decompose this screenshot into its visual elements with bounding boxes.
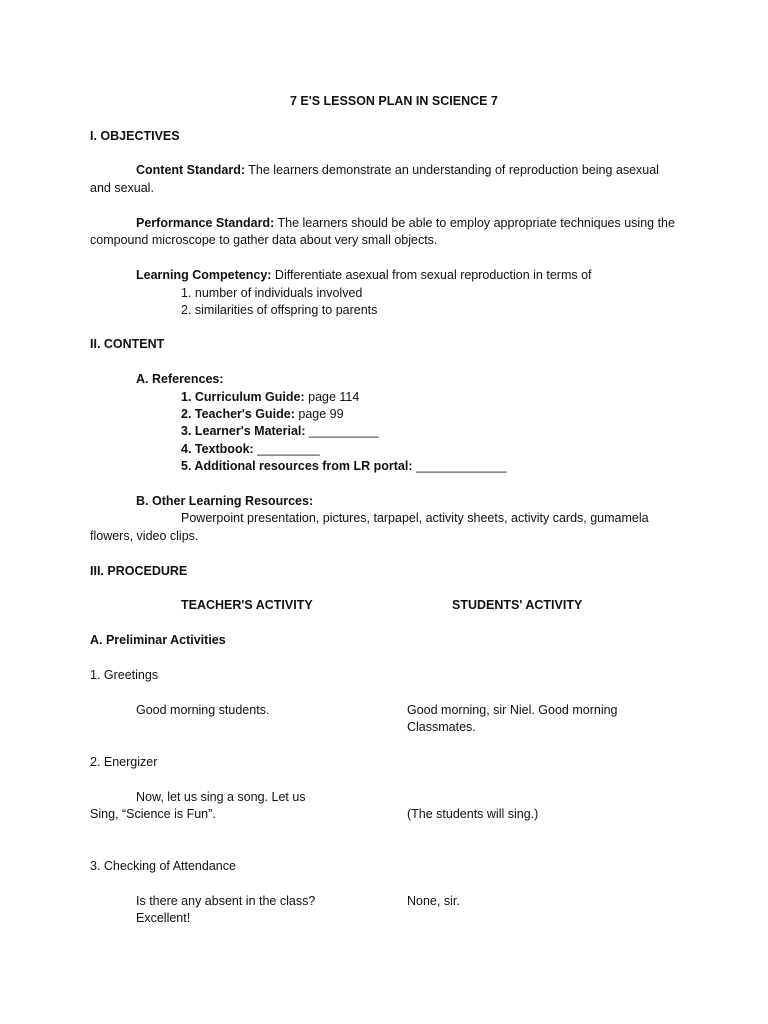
reference-item-label: 4. Textbook: bbox=[181, 442, 254, 456]
reference-item-value: _____________ bbox=[412, 459, 507, 473]
content-standard-line1 bbox=[136, 162, 659, 179]
energizer-teacher-line2: Sing, “Science is Fun”. bbox=[90, 807, 216, 821]
energizer-student: (The students will sing.) bbox=[407, 807, 539, 821]
competency-item: 2. similarities of offspring to parents bbox=[181, 303, 378, 317]
reference-item bbox=[181, 458, 506, 475]
references-label: A. References: bbox=[136, 372, 224, 386]
greetings-label: 1. Greetings bbox=[90, 668, 159, 682]
reference-item-label: 1. Curriculum Guide: bbox=[181, 390, 305, 404]
performance-standard-line2: compound microscope to gather data about very small objects. bbox=[90, 233, 438, 247]
content-standard-label: Content Standard: bbox=[136, 163, 246, 177]
other-resources-label: B. Other Learning Resources: bbox=[136, 494, 314, 508]
learning-competency-text: Differentiate asexual from sexual reproduction in terms of bbox=[271, 268, 592, 282]
learning-competency-label: Learning Competency: bbox=[136, 268, 272, 282]
attendance-teacher-line1: Is there any absent in the class? bbox=[136, 894, 316, 908]
preliminary-activities-heading: A. Preliminar Activities bbox=[90, 633, 226, 647]
attendance-student: None, sir. bbox=[407, 894, 460, 908]
reference-item bbox=[181, 406, 344, 423]
performance-standard-label: Performance Standard: bbox=[136, 216, 275, 230]
reference-item bbox=[181, 441, 320, 458]
teacher-activity-header: TEACHER'S ACTIVITY bbox=[181, 598, 313, 612]
reference-item-label: 5. Additional resources from LR portal: bbox=[181, 459, 413, 473]
reference-item bbox=[181, 423, 379, 440]
greetings-student-line2: Classmates. bbox=[407, 720, 476, 734]
attendance-teacher-line2: Excellent! bbox=[136, 911, 191, 925]
learning-competency-line bbox=[136, 267, 592, 284]
reference-item-value: _________ bbox=[253, 442, 320, 456]
greetings-student-line1: Good morning, sir Niel. Good morning bbox=[407, 703, 618, 717]
reference-item-value: page 114 bbox=[304, 390, 360, 404]
content-standard-line2: and sexual. bbox=[90, 181, 154, 195]
objectives-heading: I. OBJECTIVES bbox=[90, 129, 180, 143]
students-activity-header: STUDENTS' ACTIVITY bbox=[452, 598, 583, 612]
reference-item-label: 2. Teacher's Guide: bbox=[181, 407, 295, 421]
energizer-label: 2. Energizer bbox=[90, 755, 158, 769]
content-heading: II. CONTENT bbox=[90, 337, 165, 351]
reference-item bbox=[181, 389, 359, 406]
competency-item: 1. number of individuals involved bbox=[181, 286, 363, 300]
document-title: 7 E'S LESSON PLAN IN SCIENCE 7 bbox=[290, 94, 498, 108]
other-resources-line1: Powerpoint presentation, pictures, tarpapel, activity sheets, activity cards, gumamela bbox=[181, 511, 649, 525]
performance-standard-line1 bbox=[136, 215, 675, 232]
reference-item-label: 3. Learner's Material: bbox=[181, 424, 306, 438]
performance-standard-text: The learners should be able to employ appropriate techniques using the bbox=[274, 216, 675, 230]
energizer-teacher-line1: Now, let us sing a song. Let us bbox=[136, 790, 306, 804]
procedure-heading: III. PROCEDURE bbox=[90, 564, 188, 578]
other-resources-line2: flowers, video clips. bbox=[90, 529, 199, 543]
content-standard-text: The learners demonstrate an understanding of reproduction being asexual bbox=[245, 163, 659, 177]
reference-item-value: page 99 bbox=[294, 407, 344, 421]
greetings-teacher: Good morning students. bbox=[136, 703, 270, 717]
attendance-label: 3. Checking of Attendance bbox=[90, 859, 236, 873]
reference-item-value: __________ bbox=[305, 424, 379, 438]
